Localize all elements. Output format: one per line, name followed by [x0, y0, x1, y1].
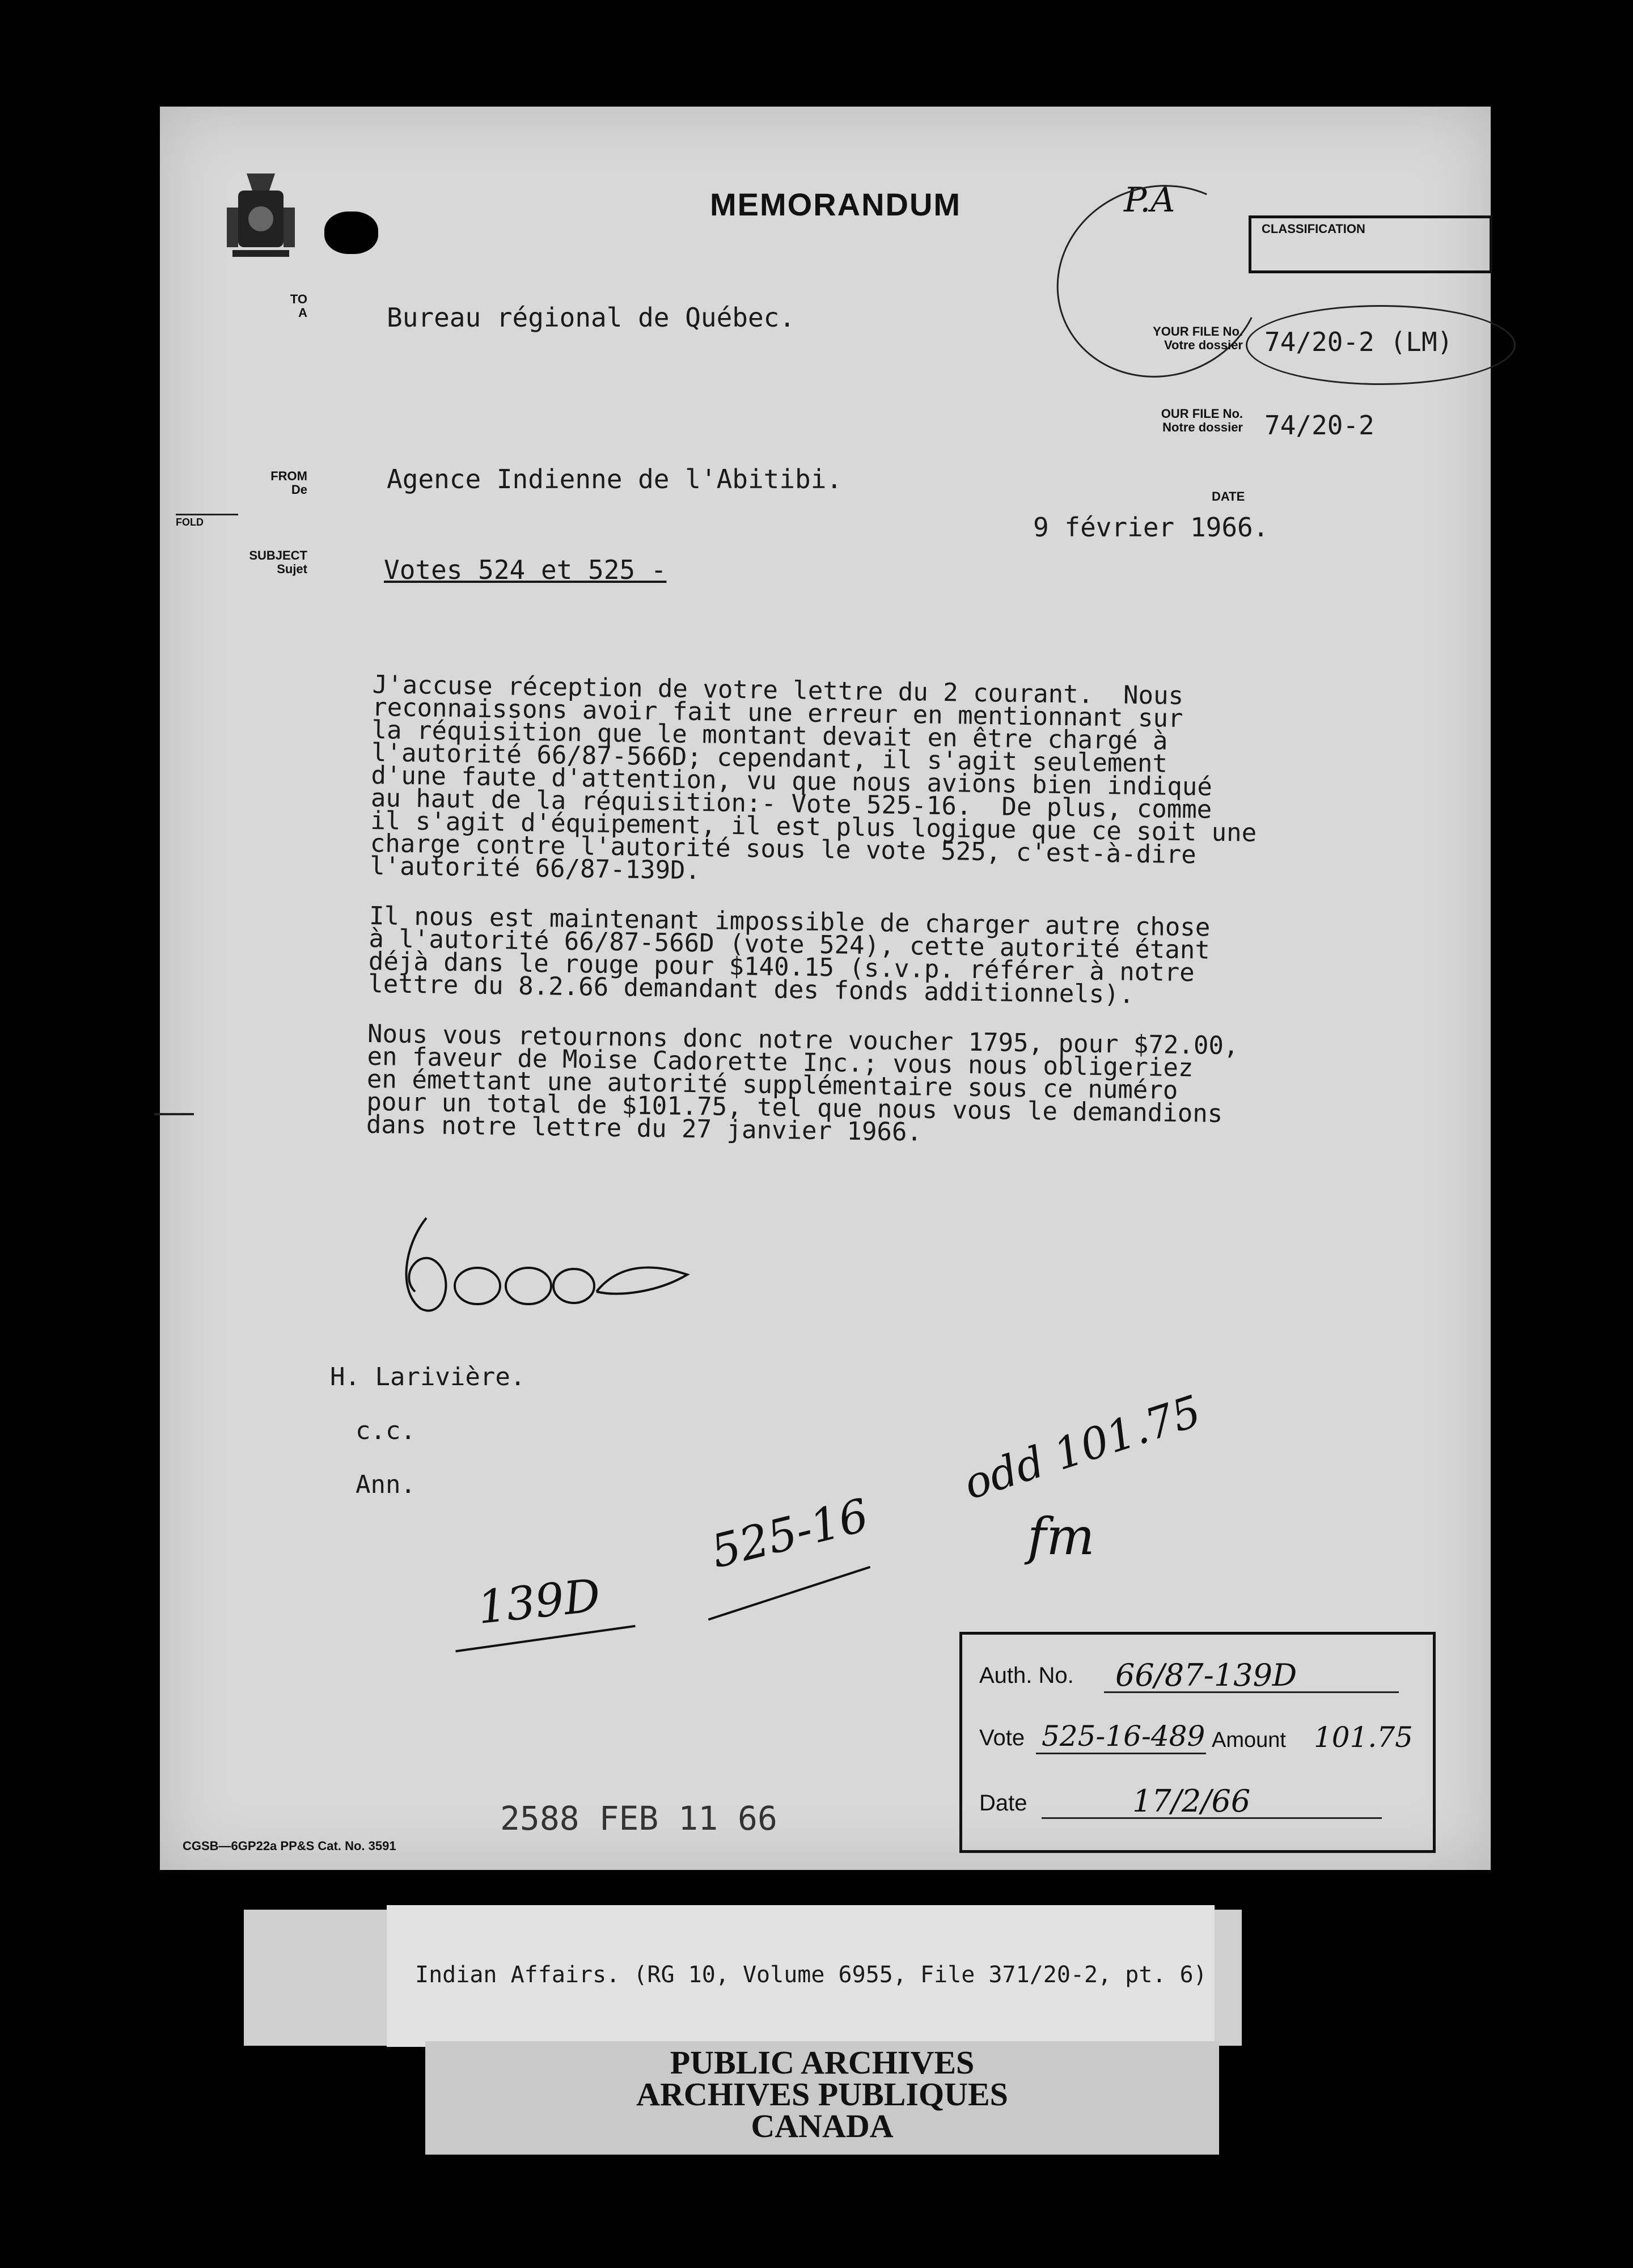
archive-reference: Indian Affairs. (RG 10, Volume 6955, File 371/20-2, pt. 6) — [415, 1962, 1207, 1988]
handwritten-initials: P.A — [1124, 180, 1175, 220]
body-paragraph-2: Il nous est maintenant impossible de charger autre chose à l'autorité 66/87-566D (vote 524), cette autorité étant déjà dans le rouge pour $140.15 (s.v.p. référer à notre lettre du 8.2.66 demandant des fonds additionnels). — [367, 901, 1211, 1009]
handwritten-note-139d: 139D — [475, 1568, 603, 1635]
from-label: FROM De — [270, 469, 307, 497]
stamp-vote-line — [1036, 1753, 1206, 1754]
handwritten-note-odd: odd 101.75 — [957, 1385, 1207, 1509]
authorization-stamp — [959, 1632, 1436, 1853]
date-label: DATE — [1212, 489, 1245, 503]
to-value: Bureau régional de Québec. — [387, 302, 796, 333]
stamp-vote-value: 525-16-489 — [1042, 1720, 1205, 1753]
from-value: Agence Indienne de l'Abitibi. — [387, 464, 843, 494]
stamp-amount-label: Amount — [1212, 1728, 1286, 1752]
subject-value: Votes 524 et 525 - — [384, 555, 667, 585]
redaction-blot — [324, 211, 378, 254]
archives-line-3: CANADA — [751, 2108, 894, 2144]
archives-line-1: PUBLIC ARCHIVES — [670, 2044, 975, 2081]
received-stamp: 2588 FEB 11 66 — [500, 1799, 777, 1838]
memo-body — [366, 670, 1259, 1176]
classification-box — [1249, 215, 1492, 273]
form-number: CGSB—6GP22a PP&S Cat. No. 3591 — [183, 1839, 396, 1853]
your-file-value: 74/20-2 (LM) — [1264, 327, 1453, 357]
date-value: 9 février 1966. — [1033, 512, 1269, 543]
handwritten-circle — [1030, 156, 1290, 407]
to-label: TO A — [290, 292, 307, 320]
stamp-auth-value: 66/87-139D — [1115, 1657, 1297, 1693]
margin-dash — [154, 1113, 194, 1115]
body-paragraph-1: J'accuse réception de votre lettre du 2 courant. Nous reconnaissons avoir fait une erreur en mentionnant sur la réquisition que le montant devait en être chargé à l'autorité 66/87-566D; cependant, il s'agit seulement d'une faute d'attention, vu que nous avions bien indiqué au haut de la réquisition:- Vote 525-16. De plus, comme il s'agit d'équipement, il est plus logique que ce soit une charge contre l'autorité sous le vote 525, c'est-à-dire l'autorité 66/87-139D. — [369, 670, 1257, 886]
body-paragraph-3: Nous vous retournons donc notre voucher 1795, pour $72.00, en faveur de Moise Cadorette Inc.; vous nous obligeriez en émettant une autorité supplémentaire sous ce numéro pour un total de $101.75, tel que nous vous le demandions dans notre lettre du 27 janvier 1966. — [366, 1019, 1239, 1147]
archives-line-2: ARCHIVES PUBLIQUES — [636, 2076, 1008, 2113]
stamp-auth-label: Auth. No. — [979, 1663, 1074, 1688]
handwritten-note-525-16: 525-16 — [705, 1488, 874, 1579]
stamp-date-label: Date — [979, 1791, 1027, 1816]
signatory-name: H. Larivière. — [330, 1363, 526, 1391]
memorandum-page — [160, 107, 1491, 1870]
signature-icon — [392, 1212, 710, 1326]
subject-label: SUBJECT Sujet — [249, 548, 307, 576]
ann-label: Ann. — [356, 1470, 416, 1499]
archives-label — [425, 2041, 1219, 2155]
cc-label: c.c. — [356, 1416, 416, 1445]
our-file-label: OUR FILE No. Notre dossier — [1161, 407, 1243, 434]
memo-title: MEMORANDUM — [710, 187, 962, 222]
our-file-value: 74/20-2 — [1264, 410, 1374, 441]
fold-label: FOLD — [176, 514, 238, 528]
classification-label: CLASSIFICATION — [1262, 222, 1365, 236]
coat-of-arms-icon — [221, 168, 301, 264]
handwritten-note-initials: fm — [1027, 1507, 1095, 1567]
your-file-label: YOUR FILE No. Votre dossier — [1153, 324, 1243, 352]
stamp-amount-value: 101.75 — [1314, 1721, 1413, 1754]
archive-reference-strip — [387, 1905, 1215, 2047]
stamp-vote-label: Vote — [979, 1725, 1025, 1750]
stamp-date-value: 17/2/66 — [1132, 1783, 1251, 1819]
